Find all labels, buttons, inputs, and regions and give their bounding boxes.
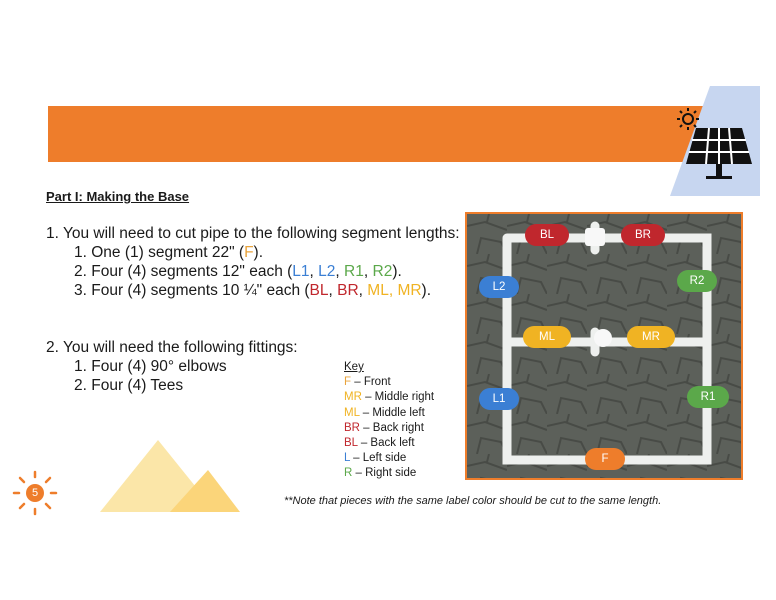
- segment-code: L1: [292, 263, 310, 280]
- key-desc: – Back left: [357, 437, 415, 450]
- segment-code: F: [244, 244, 254, 261]
- key-code: BR: [344, 421, 360, 434]
- key-code: BL: [344, 437, 358, 450]
- key-desc: – Back right: [359, 421, 424, 434]
- segment-code: BR: [337, 282, 359, 299]
- label-l1: L1: [479, 388, 519, 410]
- key-desc: – Middle right: [361, 391, 435, 404]
- key-entry: [344, 375, 434, 390]
- label-mr: MR: [627, 326, 675, 348]
- pvc-frame-drawing: [467, 214, 741, 478]
- segment-code: BL: [309, 282, 329, 299]
- step2-item: 2. Four (4) Tees: [74, 377, 184, 394]
- key-code: MR: [344, 391, 362, 404]
- segment-code: L2: [318, 263, 336, 280]
- step1-item-text: 3. Four (4) segments 10 ¼" each (: [74, 282, 310, 299]
- segment-code: ML, MR: [367, 282, 422, 299]
- header-banner: [48, 106, 728, 162]
- key-entry: [344, 466, 434, 481]
- step1-item-text: ).: [421, 282, 432, 299]
- key-code: F: [344, 376, 352, 389]
- key-entry: [344, 390, 434, 405]
- footnote: **Note that pieces with the same label color should be cut to the same length.: [284, 495, 662, 507]
- label-l2: L2: [479, 276, 519, 298]
- section-title: Part I: Making the Base: [46, 189, 190, 204]
- key-desc: – Front: [351, 376, 391, 389]
- step2-item: 1. Four (4) 90° elbows: [74, 358, 227, 375]
- key-desc: – Left side: [349, 452, 407, 465]
- key-entry: [344, 436, 434, 451]
- label-br: BR: [621, 224, 665, 246]
- step1-item-text: 1. One (1) segment 22" (: [74, 244, 245, 261]
- label-bl: BL: [525, 224, 569, 246]
- key-legend: [344, 360, 434, 482]
- step1-item: [46, 243, 466, 262]
- key-entry: [344, 406, 434, 421]
- step1-item-text: ).: [392, 263, 402, 280]
- step1-list: [46, 243, 466, 300]
- solar-panel-icon: [672, 106, 758, 182]
- segment-code: ,: [358, 282, 368, 299]
- step1-block: [46, 224, 466, 300]
- key-desc: – Right side: [352, 467, 417, 480]
- step1-intro: 1. You will need to cut pipe to the following segment lengths:: [46, 225, 460, 242]
- key-code: R: [344, 467, 353, 480]
- segment-code: R2: [372, 263, 393, 280]
- label-ml: ML: [523, 326, 571, 348]
- page-number: 5: [26, 484, 44, 502]
- key-title: Key: [344, 361, 364, 373]
- label-r2: R2: [677, 270, 717, 292]
- step1-item-text: ).: [253, 244, 263, 261]
- step1-item: [46, 281, 466, 300]
- key-entry: [344, 451, 434, 466]
- step1-item: [46, 262, 466, 281]
- label-r1: R1: [687, 386, 729, 408]
- decorative-triangles: [92, 440, 252, 516]
- key-code: ML: [344, 406, 360, 419]
- segment-code: ,: [335, 263, 345, 280]
- label-f: F: [585, 448, 625, 470]
- step2-block: [46, 338, 376, 395]
- step1-item-text: 2. Four (4) segments 12" each (: [74, 263, 293, 280]
- segment-code: ,: [309, 263, 319, 280]
- segment-code: R1: [344, 263, 364, 280]
- pvc-frame-photo: [465, 212, 743, 480]
- segment-code: ,: [363, 263, 373, 280]
- key-desc: – Middle left: [359, 406, 425, 419]
- key-entries: [344, 375, 434, 481]
- key-entry: [344, 421, 434, 436]
- key-code: L: [344, 452, 350, 465]
- segment-code: ,: [328, 282, 338, 299]
- step2-intro: 2. You will need the following fittings:: [46, 339, 298, 356]
